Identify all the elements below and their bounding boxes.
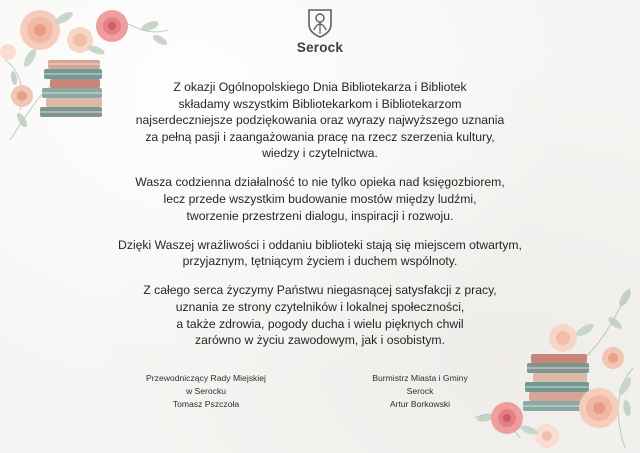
text-line: najserdeczniejsze podziękowania oraz wyrazy najwyższego uznania [135, 113, 505, 128]
signature-title: Burmistrz Miasta i Gminy [372, 373, 468, 383]
text-line: tworzenie przestrzeni dialogu, inspiracji i rozwoju. [186, 208, 454, 223]
signature-left [106, 372, 306, 411]
text-line: składamy wszystkim Bibliotekarkom i Bibliotekarzom [178, 96, 462, 111]
signature-title: Serock [406, 386, 434, 396]
paragraph [90, 174, 550, 224]
text-line: przyjaznym, tętniącym życiem i duchem wspólnoty. [182, 254, 458, 269]
text-line: Wasza codzienna działalność to nie tylko opieka nad księgozbiorem, [135, 175, 505, 190]
signature-name: Artur Borkowski [389, 399, 451, 409]
brand-name: Serock [296, 40, 344, 55]
signature-title: w Serocku [185, 386, 227, 396]
serock-logo [280, 8, 360, 55]
letter-body [90, 79, 550, 361]
text-line: wiedzy i czytelnictwa. [262, 146, 378, 161]
paragraph [90, 282, 550, 348]
paragraph [90, 79, 550, 162]
text-line: za pełną pasji i zaangażowania pracę na rzecz szerzenia kultury, [145, 129, 495, 144]
signature-title: Przewodniczący Rady Miejskiej [146, 373, 266, 383]
text-line: Z okazji Ogólnopolskiego Dnia Bibliotekarza i Bibliotek [173, 80, 467, 94]
text-line: a także zdrowia, pogody ducha i wielu pięknych chwil [176, 316, 464, 331]
paragraph [90, 237, 550, 270]
crest-icon [307, 8, 333, 38]
text-line: uznania ze strony czytelników i lokalnej społeczności, [175, 300, 465, 315]
text-line: Z całego serca życzymy Państwu niegasnącej satysfakcji z pracy, [143, 283, 497, 298]
text-line: Dzięki Waszej wrażliwości i oddaniu biblioteki stają się miejscem otwartym, [118, 237, 522, 252]
signature-name: Tomasz Pszczoła [172, 399, 240, 409]
text-line: lecz przede wszystkim budowanie mostów między ludźmi, [163, 192, 477, 207]
signature-right [320, 372, 520, 411]
text-line: zarówno w życiu zawodowym, jak i osobistym. [195, 333, 445, 348]
